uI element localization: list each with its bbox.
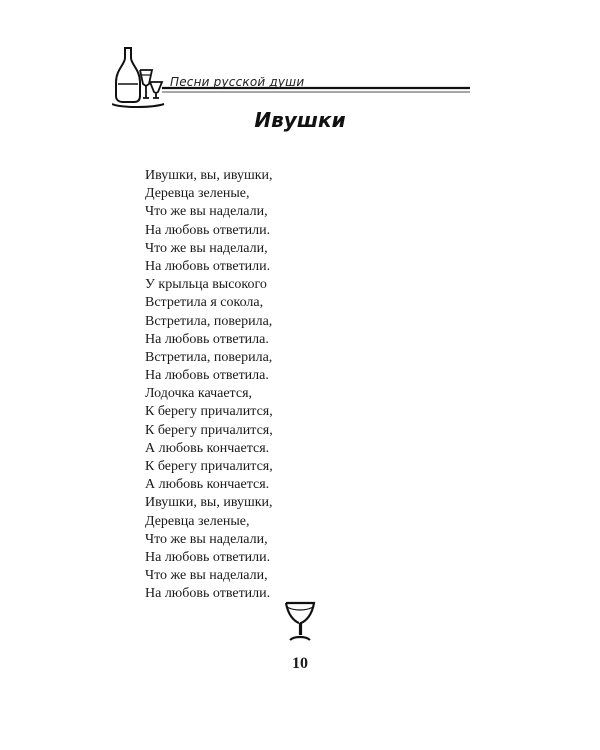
lyric-line: На любовь ответили. xyxy=(145,549,271,565)
lyric-line: Встретила, поверила, xyxy=(145,349,273,365)
running-title: Песни русской души xyxy=(170,75,305,89)
lyric-line: Что же вы наделали, xyxy=(145,204,268,220)
lyric-line: Ивушки, вы, ивушки, xyxy=(145,495,273,511)
lyric-line: Что же вы наделали, xyxy=(145,531,268,547)
lyric-line: На любовь ответили. xyxy=(145,258,271,274)
lyric-line: У крыльца высокого xyxy=(145,277,267,293)
song-lyrics xyxy=(145,167,273,604)
lyric-line: А любовь кончается. xyxy=(145,477,270,493)
page-number: 10 xyxy=(292,655,308,672)
lyric-line: На любовь ответила. xyxy=(145,368,269,384)
running-header xyxy=(112,44,472,114)
lyric-line: На любовь ответили. xyxy=(145,222,271,238)
lyric-line: А любовь кончается. xyxy=(145,440,270,456)
wine-glass-icon xyxy=(284,601,316,643)
lyric-line: Что же вы наделали, xyxy=(145,568,268,584)
lyric-line: Лодочка качается, xyxy=(145,386,253,402)
lyric-line: Встретила, поверила, xyxy=(145,313,273,329)
lyric-line: Встретила я сокола, xyxy=(145,295,264,311)
lyric-line: На любовь ответили. xyxy=(145,586,271,602)
song-title: Ивушки xyxy=(254,108,346,132)
lyric-line: Что же вы наделали, xyxy=(145,240,268,256)
lyric-line: Деревца зеленые, xyxy=(145,513,250,529)
lyric-line: К берегу причалится, xyxy=(145,459,273,474)
lyric-line: Ивушки, вы, ивушки, xyxy=(145,168,273,183)
lyric-line: К берегу причалится, xyxy=(145,404,273,420)
lyric-line: К берегу причалится, xyxy=(145,422,273,438)
lyric-line: На любовь ответила. xyxy=(145,331,269,347)
lyric-line: Деревца зеленые, xyxy=(145,186,250,202)
